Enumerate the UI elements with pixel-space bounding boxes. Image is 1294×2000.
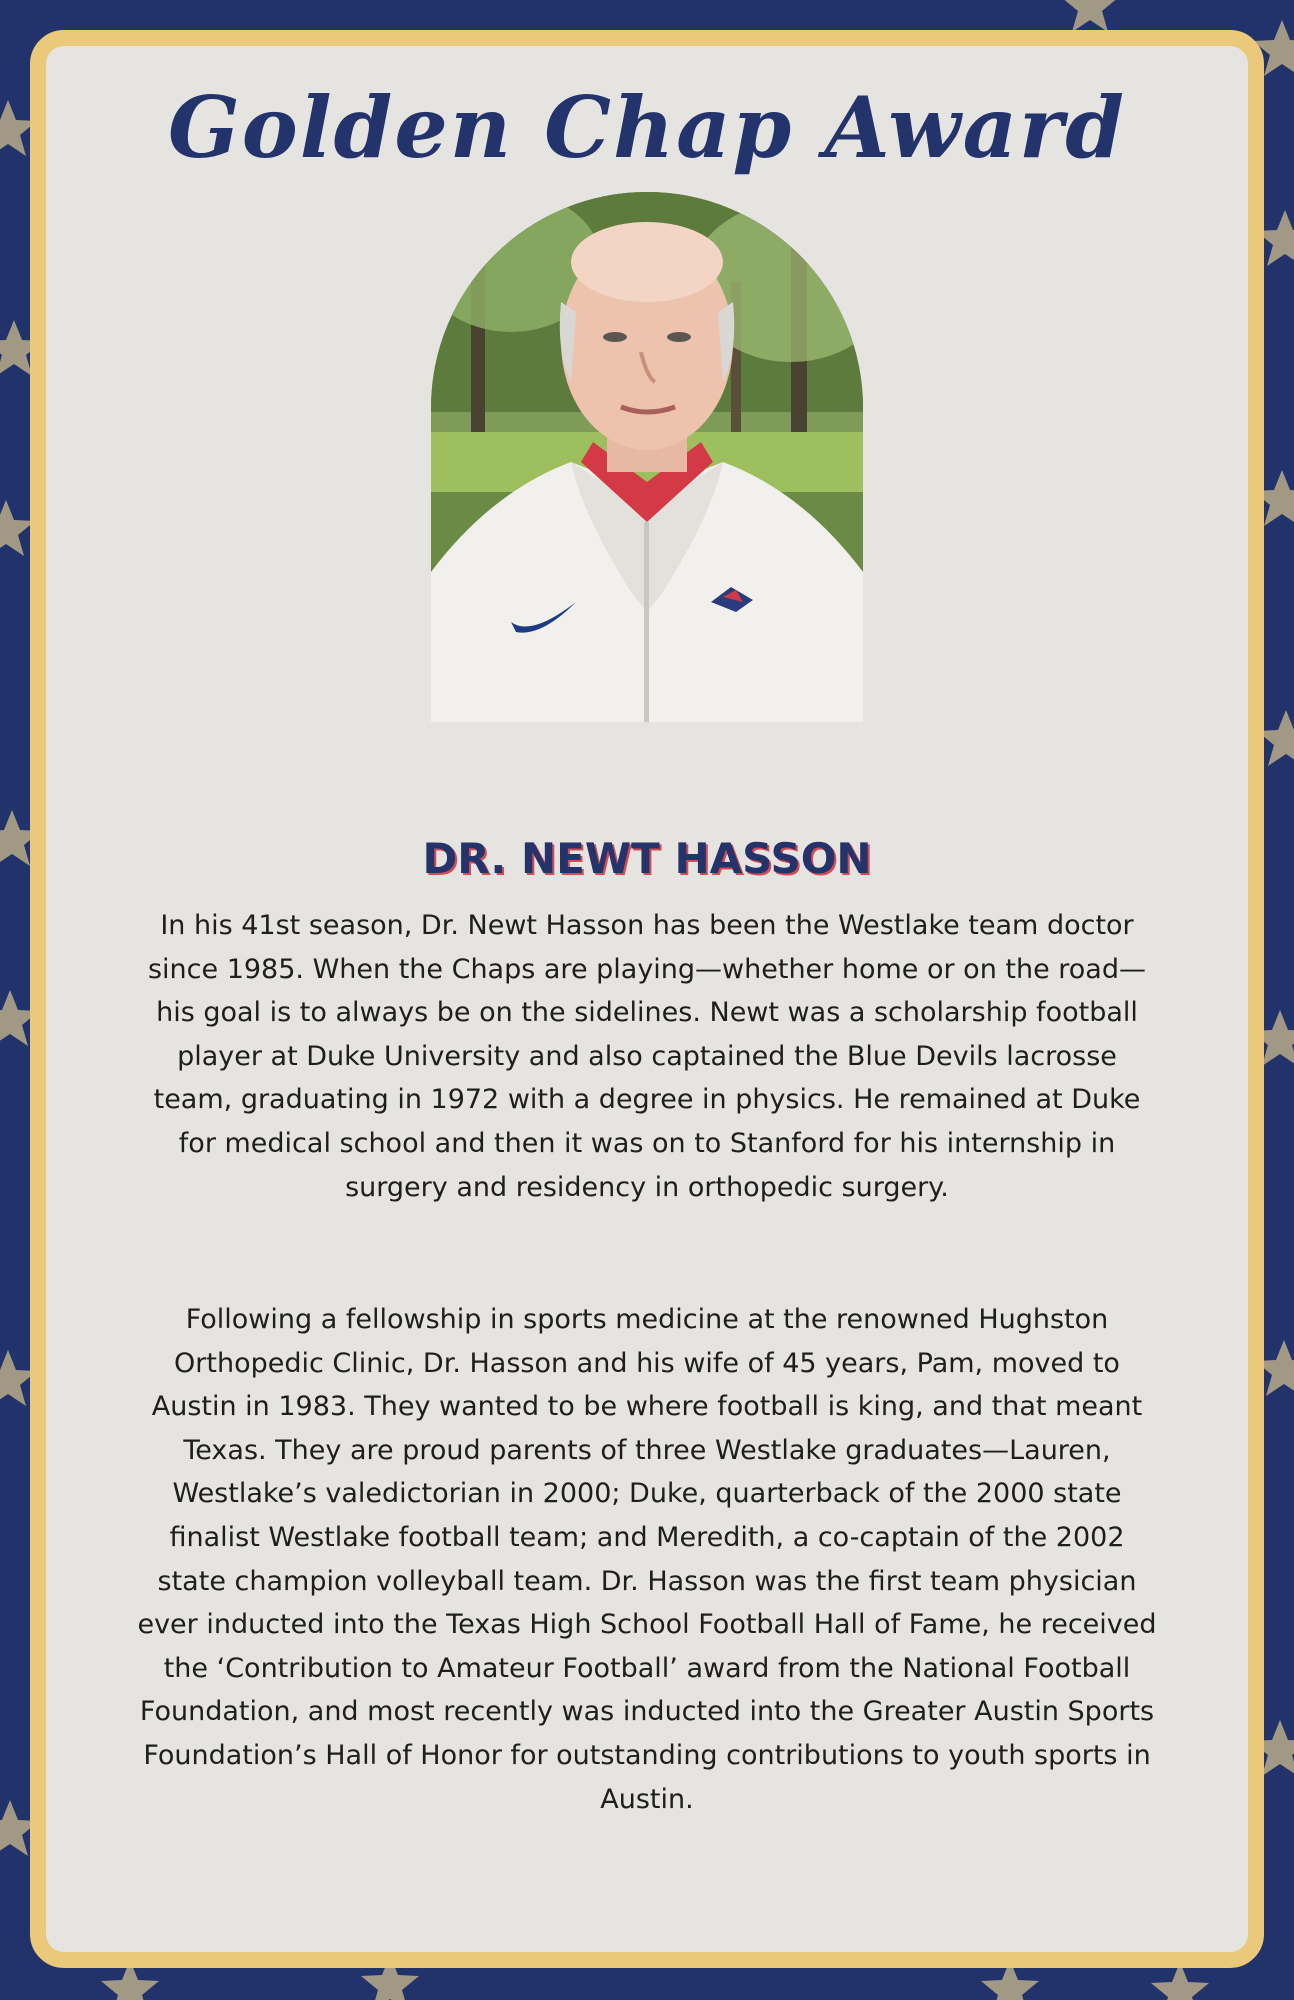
bio-paragraph-2: Following a fellowship in sports medicine at the renowned Hughston Orthopedic Clinic, Dr. Hasson and his wife of 45 years, Pam, moved to Austin in 1983. They wanted to be where football is king, and that meant Texas. They are proud parents of three Westlake graduates—Lauren, Westlake’s valedictorian in 2000; Duke, quarterback of the 2000 state finalist Westlake football team; and Meredith, a co-captain of the 2002 state champion volleyball team. Dr. Hasson was the first team physician ever inducted into the Texas High School Football Hall of Fame, he received the ‘Contribution to Amateur Football’ award from the National Football Foundation, and most recently was inducted into the Greater Austin Sports Foundation’s Hall of Honor for outstanding contributions to youth sports in Austin. (137, 1304, 1157, 1815)
honoree-portrait (431, 192, 863, 722)
award-card (30, 30, 1264, 1968)
portrait-photo-icon (431, 192, 863, 722)
honoree-name: DR. NEWT HASSON (422, 834, 872, 883)
bio-paragraph-1: In his 41st season, Dr. Newt Hasson has been the Westlake team doctor since 1985. When the Chaps are playing—whether home or on the road—his goal is to always be on the sidelines. Newt was a scholarship football player at Duke University and also captained the Blue Devils lacrosse team, graduating in 1972 with a degree in physics. He remained at Duke for medical school and then it was on to Stanford for his internship in surgery and residency in orthopedic surgery. (147, 910, 1146, 1203)
award-title: Golden Chap Award (168, 78, 1126, 177)
